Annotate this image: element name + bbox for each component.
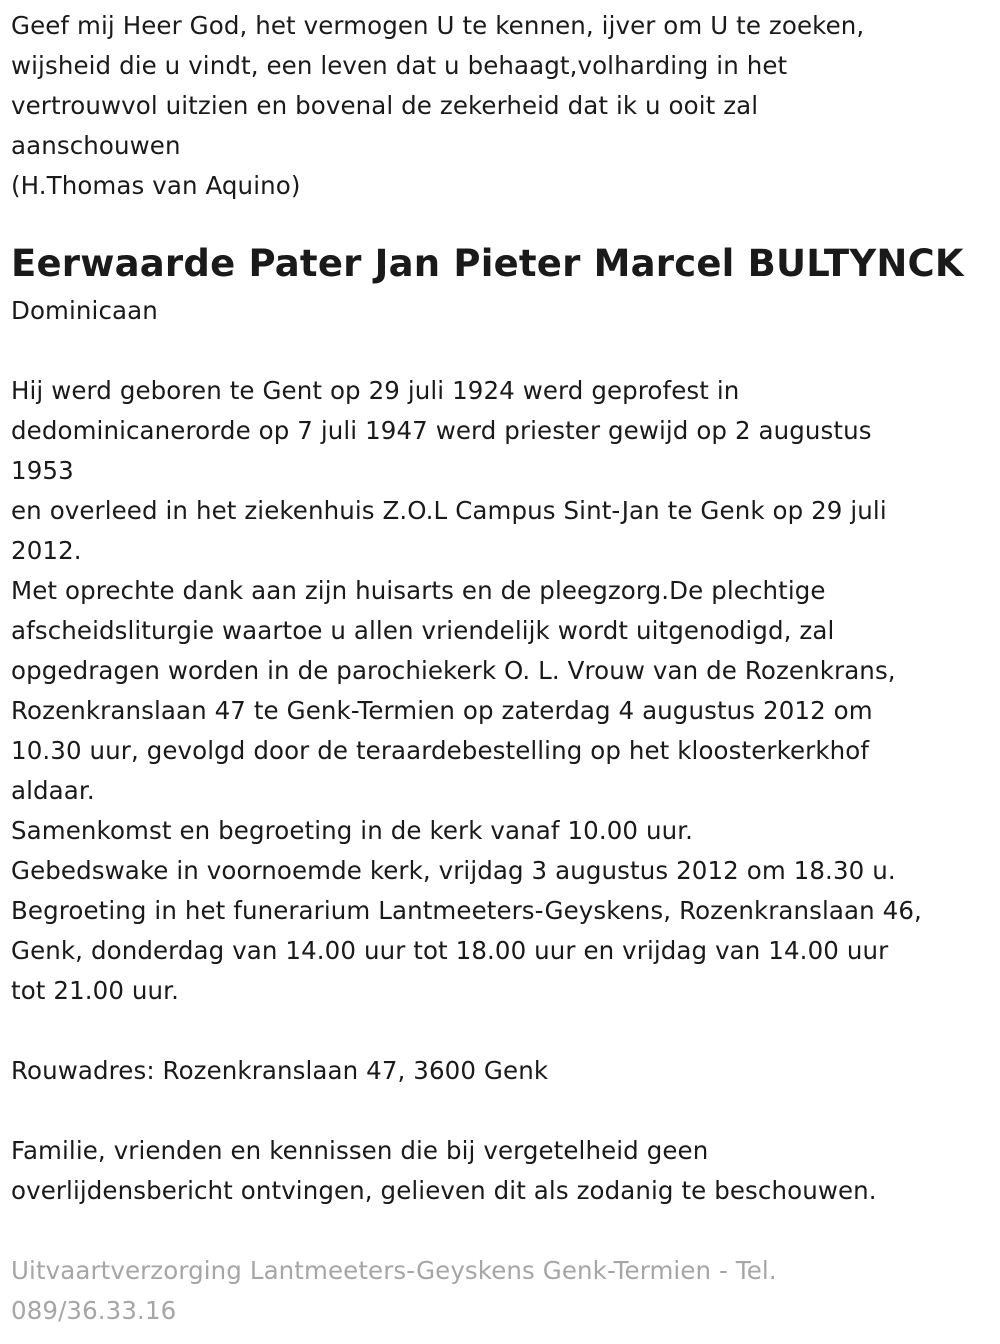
prayer-quote (11, 6, 995, 206)
footer-phone: 089/36.33.16 (11, 1296, 177, 1325)
body-line: tot 21.00 uur. (11, 976, 179, 1005)
prayer-line: vertrouwvol uitzien en bovenal de zekerheid dat ik u ooit zal (11, 91, 759, 120)
footer-line: Uitvaartverzorging Lantmeeters-Geyskens Genk-Termien - Tel. (11, 1256, 777, 1285)
body-line: Rozenkranslaan 47 te Genk-Termien op zaterdag 4 augustus 2012 om (11, 696, 873, 725)
body-line: afscheidsliturgie waartoe u allen vriendelijk wordt uitgenodigd, zal (11, 616, 835, 645)
obituary-body (11, 371, 995, 1011)
prayer-line: wijsheid die u vindt, een leven dat u behaagt,volharding in het (11, 51, 788, 80)
body-line: 10.30 uur, gevolgd door de teraardebestelling op het kloosterkerkhof (11, 736, 870, 765)
deceased-order: Dominicaan (11, 296, 158, 325)
body-line: Samenkomst en begroeting in de kerk vanaf 10.00 uur. (11, 816, 694, 845)
funeral-home-footer (11, 1251, 995, 1331)
body-line: aldaar. (11, 776, 95, 805)
body-line: 2012. (11, 536, 82, 565)
prayer-attribution: (H.Thomas van Aquino) (11, 171, 301, 200)
prayer-line: Geef mij Heer God, het vermogen U te kennen, ijver om U te zoeken, (11, 11, 865, 40)
body-line: Genk, donderdag van 14.00 uur tot 18.00 uur en vrijdag van 14.00 uur (11, 936, 889, 965)
body-line: dedominicanerorde op 7 juli 1947 werd priester gewijd op 2 augustus (11, 416, 872, 445)
body-line: en overleed in het ziekenhuis Z.O.L Campus Sint-Jan te Genk op 29 juli (11, 496, 887, 525)
spacer (11, 1011, 995, 1051)
spacer (11, 1091, 995, 1131)
notice-line: overlijdensbericht ontvingen, gelieven dit als zodanig te beschouwen. (11, 1176, 877, 1205)
mourning-address: Rouwadres: Rozenkranslaan 47, 3600 Genk (11, 1056, 549, 1085)
spacer (11, 331, 995, 371)
body-line: opgedragen worden in de parochiekerk O. L. Vrouw van de Rozenkrans, (11, 656, 896, 685)
spacer (11, 1211, 995, 1251)
body-line: Met oprechte dank aan zijn huisarts en de pleegzorg.De plechtige (11, 576, 826, 605)
body-line: Gebedswake in voornoemde kerk, vrijdag 3 augustus 2012 om 18.30 u. (11, 856, 896, 885)
obituary-document (11, 6, 995, 1331)
deceased-name: Eerwaarde Pater Jan Pieter Marcel BULTYNCK (11, 242, 964, 285)
body-line: 1953 (11, 456, 74, 485)
prayer-line: aanschouwen (11, 131, 181, 160)
body-line: Hij werd geboren te Gent op 29 juli 1924 werd geprofest in (11, 376, 740, 405)
family-notice (11, 1131, 995, 1211)
body-line: Begroeting in het funerarium Lantmeeters-Geyskens, Rozenkranslaan 46, (11, 896, 922, 925)
notice-line: Familie, vrienden en kennissen die bij vergetelheid geen (11, 1136, 709, 1165)
